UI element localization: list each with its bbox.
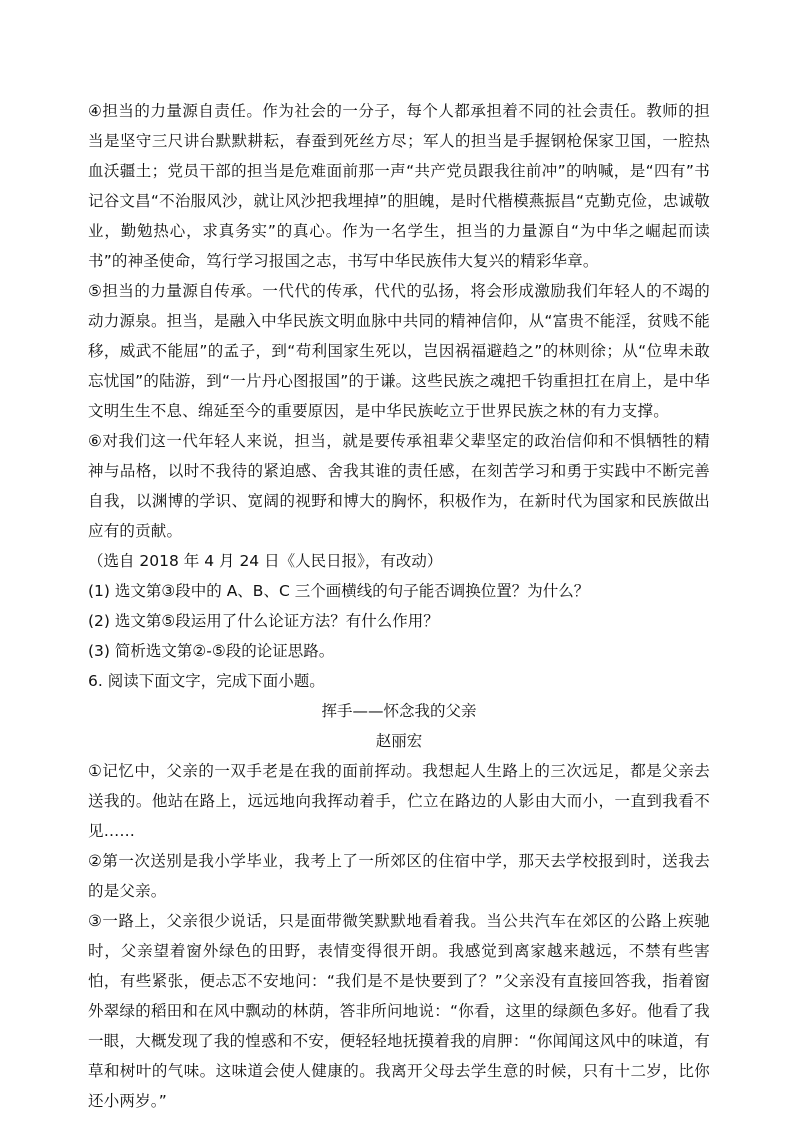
question-3: (3) 简析选文第②-⑤段的论证思路。: [88, 642, 335, 660]
question-2: (2) 选文第⑤段运用了什么论证方法？有什么作用？: [88, 612, 439, 630]
paragraph-5: ⑤担当的力量源自传承。一代代的传承，代代的弘扬，将会形成激励我们年轻人的不竭的动力源泉。担当，是融入中华民族文明血脉中共同的精神信仰，从“富贵不能淫，贫贱不能移，威武不能屈”的孟子，到“苟利国家生死以，岂因祸福避趋之”的林则徐；从“位卑未敢忘忧国”的陆游，到“一片丹心图报国”的于谦。这些民族之魂把千钧重担扛在肩上，是中华文明生生不息、绵延至今的重要原因，是中华民族屹立于世界民族之林的有力支撑。: [88, 282, 710, 420]
article-author: 赵丽宏: [375, 732, 423, 750]
article-paragraph-2: ②第一次送别是我小学毕业，我考上了一所郊区的住宿中学，那天去学校报到时，送我去的是父亲。: [88, 852, 710, 900]
paragraph-4: ④担当的力量源自责任。作为社会的一分子，每个人都承担着不同的社会责任。教师的担当是坚守三尺讲台默默耕耘，春蚕到死丝方尽；军人的担当是手握钢枪保家卫国，一腔热血沃疆土；党员干部的担当是危难面前那一声“共产党员跟我往前冲”的呐喊，是“四有”书记谷文昌“不治服风沙，就让风沙把我埋掉”的胆魄，是时代楷模燕振昌“克勤克俭，忠诚敬业，勤勉热心，求真务实”的真心。作为一名学生，担当的力量源自“为中华之崛起而读书”的神圣使命，笃行学习报国之志，书写中华民族伟大复兴的精彩华章。: [88, 102, 710, 270]
paragraph-6: ⑥对我们这一代年轻人来说，担当，就是要传承祖辈父辈坚定的政治信仰和不惧牺牲的精神与品格，以时不我待的紧迫感、舍我其谁的责任感，在刻苦学习和勇于实践中不断完善自我，以渊博的学识、宽阔的视野和博大的胸怀，积极作为，在新时代为国家和民族做出应有的贡献。: [88, 432, 710, 540]
source-citation: （选自 2018 年 4 月 24 日《人民日报》，有改动）: [88, 552, 443, 570]
item-6-heading: 6. 阅读下面文字，完成下面小题。: [88, 672, 325, 690]
question-1: (1) 选文第③段中的 A、B、C 三个画横线的句子能否调换位置？为什么？: [88, 582, 590, 600]
document-page: [88, 96, 710, 1116]
article-paragraph-3: ③一路上，父亲很少说话，只是面带微笑默默地看着我。当公共汽车在郊区的公路上疾驰时，父亲望着窗外绿色的田野，表情变得很开朗。我感觉到离家越来越远，不禁有些害怕，有些紧张，便忐忑不安地问：“我们是不是快要到了？”父亲没有直接回答我，指着窗外翠绿的稻田和在风中飘动的林荫，答非所问地说：“你看，这里的绿颜色多好。他看了我一眼，大概发现了我的惶惑和不安，便轻轻地抚摸着我的肩胛：“你闻闻这风中的味道，有草和树叶的气味。这味道会使人健康的。我离开父母去学生意的时候，只有十二岁，比你还小两岁。”: [88, 912, 710, 1110]
article-paragraph-1: ①记忆中，父亲的一双手老是在我的面前挥动。我想起人生路上的三次远足，都是父亲去送我的。他站在路上，远远地向我挥动着手，伫立在路边的人影由大而小，一直到我看不见……: [88, 762, 710, 840]
article-title: 挥手——怀念我的父亲: [321, 702, 477, 720]
